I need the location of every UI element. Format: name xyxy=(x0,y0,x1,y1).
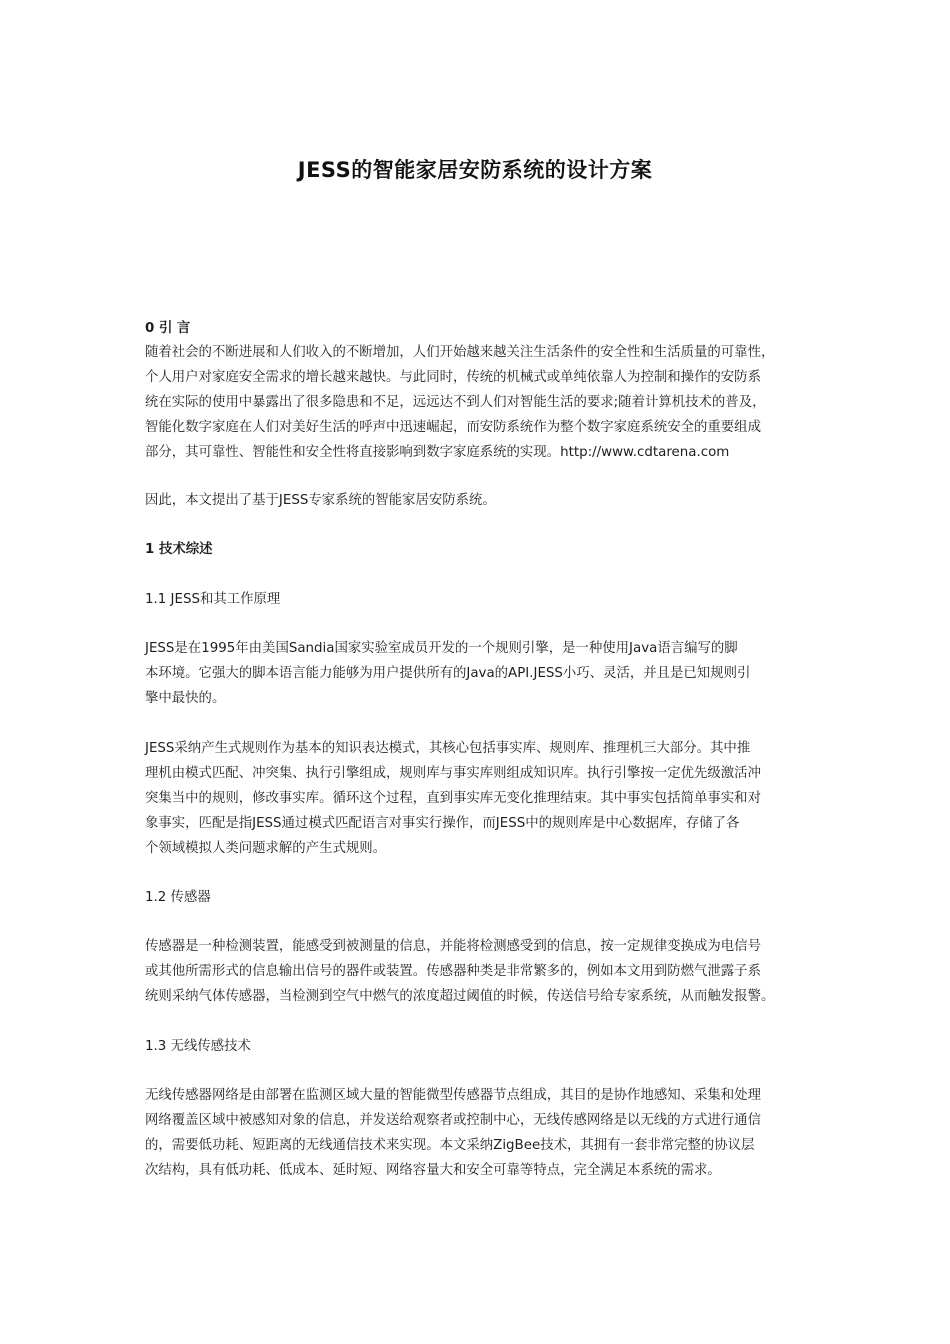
paragraph-line: 或其他所需形式的信息输出信号的器件或装置。传感器种类是非常繁多的，例如本文用到防燃气泄露子系 xyxy=(145,964,761,979)
paragraph-line: 部分，其可靠性、智能性和安全性将直接影响到数字家庭系统的实现。http://www.cdtarena.com xyxy=(145,445,730,460)
paragraph-line: 因此，本文提出了基于JESS专家系统的智能家居安防系统。 xyxy=(145,493,496,508)
paragraph-line: 个领域模拟人类问题求解的产生式规则。 xyxy=(145,841,387,856)
paragraph-line: 统在实际的使用中暴露出了很多隐患和不足，远远达不到人们对智能生活的要求;随着计算机技术的普及， xyxy=(145,395,766,410)
section-heading-tech-overview xyxy=(145,537,817,562)
heading-text: 1 技术综述 xyxy=(145,542,213,557)
heading-text: 0 引 言 xyxy=(145,321,191,336)
paragraph-line: JESS是在1995年由美国Sandia国家实验室成员开发的一个规则引擎，是一种使用Java语言编写的脚 xyxy=(145,641,738,656)
paragraph-line: 网络覆盖区域中被感知对象的信息，并发送给观察者或控制中心，无线传感网络是以无线的方式进行通信 xyxy=(145,1113,761,1128)
paragraph-line: 次结构，具有低功耗、低成本、延时短、网络容量大和安全可靠等特点，完全满足本系统的需求。 xyxy=(145,1163,721,1178)
subsection-heading-sensor xyxy=(145,885,817,910)
heading-text: 1.3 无线传感技术 xyxy=(145,1039,251,1054)
paragraph-line: 统则采纳气体传感器，当检测到空气中燃气的浓度超过阈值的时候，传送信号给专家系统，从而触发报警。 xyxy=(145,989,775,1004)
paragraph-line: 理机由模式匹配、冲突集、执行引擎组成，规则库与事实库则组成知识库。执行引擎按一定优先级激活冲 xyxy=(145,766,761,781)
paragraph-line: 突集当中的规则，修改事实库。循环这个过程，直到事实库无变化推理结束。其中事实包括简单事实和对 xyxy=(145,791,761,806)
subsection-heading-wireless xyxy=(145,1034,817,1059)
paragraph-line: 的，需要低功耗、短距离的无线通信技术来实现。本文采纳ZigBee技术，其拥有一套非常完整的协议层 xyxy=(145,1138,755,1153)
document-title: JESS的智能家居安防系统的设计方案 xyxy=(297,158,653,182)
section-heading-introduction xyxy=(145,316,817,341)
subsection-heading-jess xyxy=(145,587,817,612)
paragraph-line: 本环境。它强大的脚本语言能力能够为用户提供所有的Java的API.JESS小巧、灵活，并且是已知规则引 xyxy=(145,666,751,681)
paragraph-intro-2 xyxy=(145,488,817,513)
paragraph-line: 个人用户对家庭安全需求的增长越来越快。与此同时，传统的机械式或单纯依靠人为控制和操作的安防系 xyxy=(145,370,761,385)
paragraph-line: 擎中最快的。 xyxy=(145,691,226,706)
heading-text: 1.1 JESS和其工作原理 xyxy=(145,592,281,607)
paragraph-jess-2 xyxy=(145,736,817,861)
paragraph-line: 随着社会的不断进展和人们收入的不断增加，人们开始越来越关注生活条件的安全性和生活质量的可靠性， xyxy=(145,345,775,360)
heading-text: 1.2 传感器 xyxy=(145,890,211,905)
paragraph-line: 智能化数字家庭在人们对美好生活的呼声中迅速崛起，而安防系统作为整个数字家庭系统安全的重要组成 xyxy=(145,420,761,435)
paragraph-line: 无线传感器网络是由部署在监测区域大量的智能微型传感器节点组成，其目的是协作地感知、采集和处理 xyxy=(145,1088,761,1103)
paragraph-intro-1 xyxy=(145,340,817,465)
paragraph-line: 象事实，匹配是指JESS通过模式匹配语言对事实行操作，而JESS中的规则库是中心数据库，存储了各 xyxy=(145,816,740,831)
paragraph-line: 传感器是一种检测装置，能感受到被测量的信息，并能将检测感受到的信息，按一定规律变换成为电信号 xyxy=(145,939,761,954)
paragraph-wireless xyxy=(145,1083,817,1183)
paragraph-sensor xyxy=(145,934,817,1009)
paragraph-jess-1 xyxy=(145,636,817,711)
paragraph-line: JESS采纳产生式规则作为基本的知识表达模式，其核心包括事实库、规则库、推理机三大部分。其中推 xyxy=(145,741,751,756)
